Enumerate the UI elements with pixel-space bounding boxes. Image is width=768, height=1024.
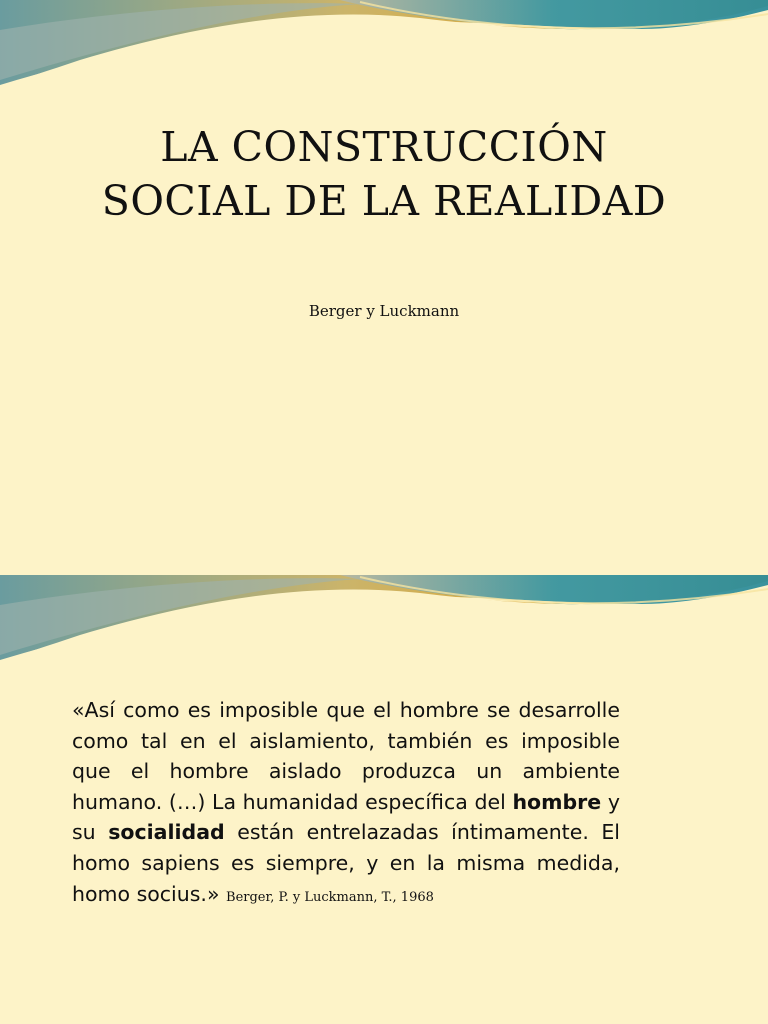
quote-text-1: «Así como es imposible que el hombre se desarrolle como tal en el aislamiento, también es imposible que el hombre aislado produzca un ambiente humano. (…) La humanidad específica del [72, 698, 620, 814]
quote-paragraph [72, 695, 620, 909]
title-line-2: SOCIAL DE LA REALIDAD [101, 177, 667, 225]
quote-bold-hombre: hombre [512, 789, 602, 814]
page-title [0, 120, 768, 228]
subtitle: Berger y Luckmann [308, 302, 460, 320]
quote-bold-socialidad: socialidad [108, 820, 225, 845]
title-line-1: LA CONSTRUCCIÓN [160, 123, 608, 171]
wave-banner [0, 0, 768, 100]
citation: Berger, P. y Luckmann, T., 1968 [226, 889, 434, 905]
wave-banner [0, 575, 768, 675]
slide-quote [0, 575, 768, 1024]
quote-text-3: están entrelazadas íntimamente. El homo sapiens es siempre, y en la misma medida, homo socius.» [72, 820, 620, 906]
quote-text-2: y su [72, 789, 620, 845]
